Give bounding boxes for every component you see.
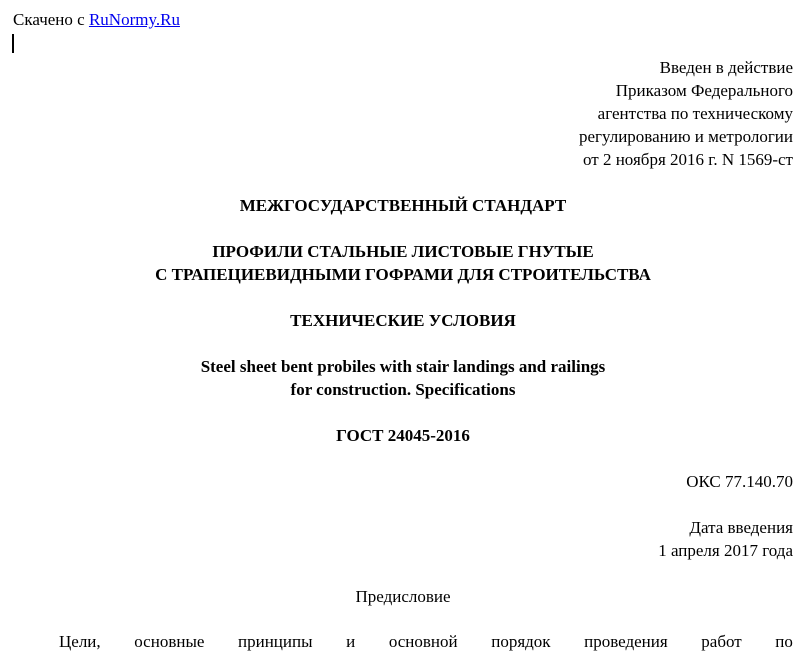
text-cursor [12,34,14,53]
oks-code: ОКС 77.140.70 [686,472,793,491]
title-ru-line: С ТРАПЕЦИЕВИДНЫМИ ГОФРАМИ ДЛЯ СТРОИТЕЛЬСТВА [155,265,651,284]
intro-date-label: Дата введения [689,518,793,537]
body-word: по [775,632,793,651]
intro-date-value: 1 апреля 2017 года [658,541,793,560]
standard-type-heading: МЕЖГОСУДАРСТВЕННЫЙ СТАНДАРТ [239,196,567,215]
standard-code: ГОСТ 24045-2016 [336,426,470,445]
body-word: принципы [238,632,313,651]
title-ru-line: ПРОФИЛИ СТАЛЬНЫЕ ЛИСТОВЫЕ ГНУТЫЕ [212,242,594,261]
approval-line: Приказом Федерального [615,81,793,100]
body-word: порядок [491,632,551,651]
approval-line: Введен в действие [659,58,793,77]
body-word: основные [134,632,205,651]
source-line [13,8,180,31]
approval-line: агентства по техническому [597,104,793,123]
body-word: проведения [584,632,668,651]
approval-block [579,56,793,171]
title-en [0,355,799,401]
title-en-line: Steel sheet bent probiles with stair landings and railings [200,357,606,376]
body-word: работ [701,632,742,651]
source-prefix: Скачено с [13,10,89,29]
approval-line: от 2 ноября 2016 г. N 1569-ст [583,150,793,169]
title-ru [0,240,799,286]
subtitle-ru: ТЕХНИЧЕСКИЕ УСЛОВИЯ [290,311,516,330]
approval-line: регулированию и метрологии [578,127,793,146]
body-word: Цели, [59,632,101,651]
body-word: основной [388,632,458,651]
section-title: Предисловие [355,587,451,606]
intro-date-block [658,516,793,562]
title-en-line: for construction. Specifications [290,380,516,399]
source-link[interactable]: RuNormy.Ru [88,10,180,29]
body-word: и [346,632,356,651]
